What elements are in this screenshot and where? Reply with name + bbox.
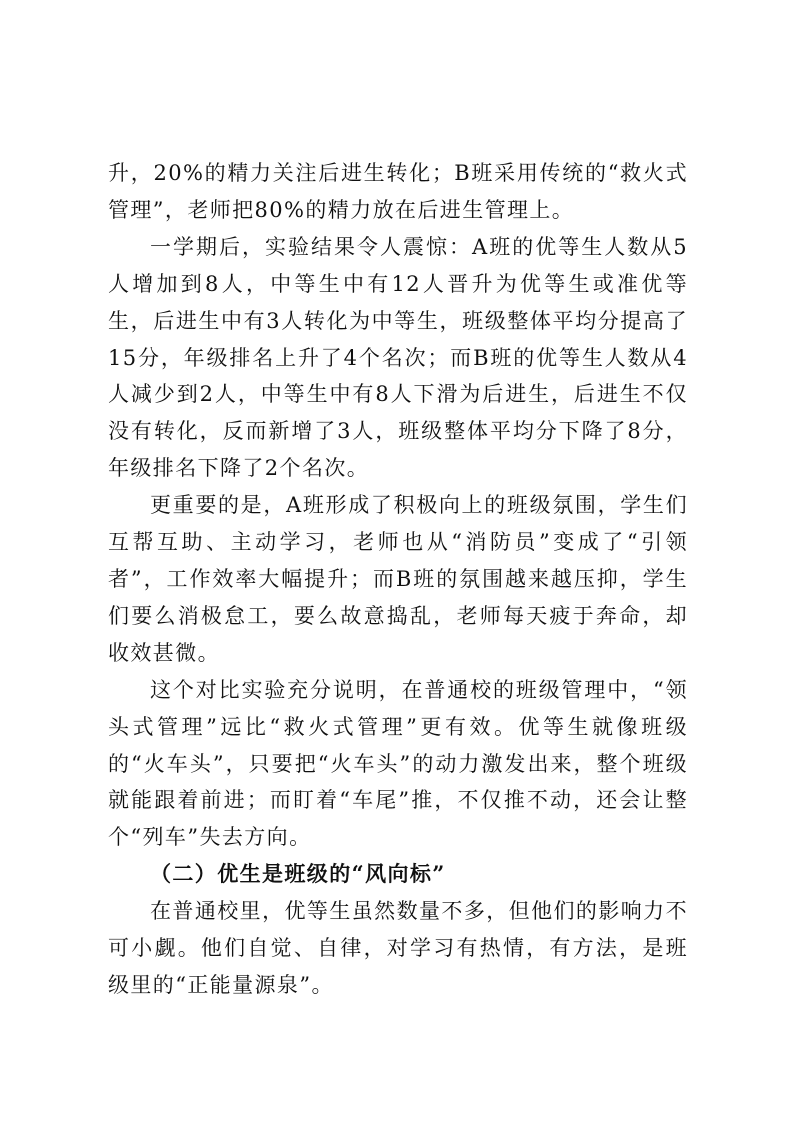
paragraph-conclusion: 这个对比实验充分说明，在普通校的班级管理中，“领头式管理”远比“救火式管理”更有效。优等生就像班级的“火车头”，只要把“火车头”的动力激发出来，整个班级就能跟着前进；而盯着“车尾”推，不仅推不动，还会让整个“列车”失去方向。 xyxy=(108,677,688,850)
document-body xyxy=(108,155,688,1004)
paragraph-experiment-results: 一学期后，实验结果令人震惊：A班的优等生人数从5人增加到8人，中等生中有12人晋升为优等生或准优等生，后进生中有3人转化为中等生，班级整体平均分提高了15分，年级排名上升了4个名次；而B班的优等生人数从4人减少到2人，中等生中有8人下滑为后进生，后进生不仅没有转化，反而新增了3人，班级整体平均分下降了8分，年级排名下降了2个名次。 xyxy=(108,234,688,481)
section-heading: （二）优生是班级的“风向标” xyxy=(150,861,446,887)
paragraph-top-students-influence: 在普通校里，优等生虽然数量不多，但他们的影响力不可小觑。他们自觉、自律，对学习有热情，有方法，是班级里的“正能量源泉”。 xyxy=(108,899,688,997)
paragraph-class-atmosphere: 更重要的是，A班形成了积极向上的班级氛围，学生们互帮互助、主动学习，老师也从“消防员”变成了“引领者”，工作效率大幅提升；而B班的氛围越来越压抑，学生们要么消极怠工，要么故意捣乱，老师每天疲于奔命，却收效甚微。 xyxy=(108,493,688,665)
paragraph-continuation: 升，20%的精力关注后进生转化；B班采用传统的“救火式管理”，老师把80%的精力放在后进生管理上。 xyxy=(108,161,688,222)
